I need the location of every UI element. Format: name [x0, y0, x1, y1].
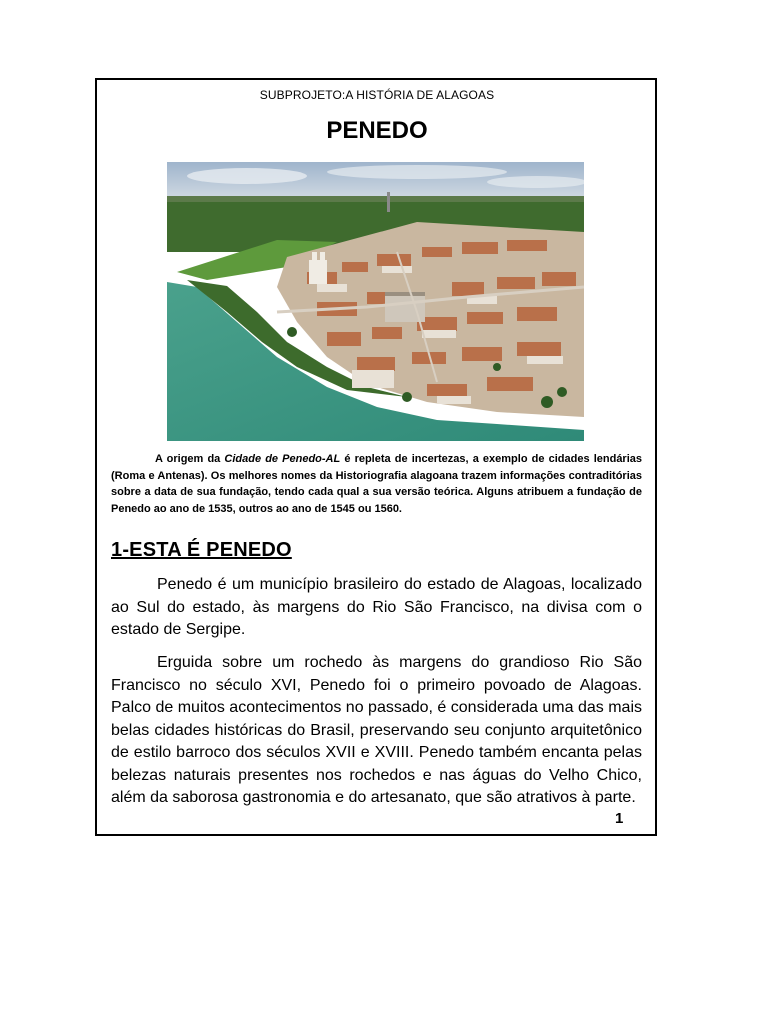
intro-paragraph	[111, 451, 642, 517]
city-aerial-photo	[167, 162, 584, 441]
subproject-label: SUBPROJETO:A HISTÓRIA DE ALAGOAS	[259, 88, 495, 102]
body-paragraph-2: Erguida sobre um rochedo às margens do grandioso Rio São Francisco no século XVI, Penedo foi o primeiro povoado de Alagoas. Palco de muitos acontecimentos no passado, é considerada uma das mais belas cidades históricas do Brasil, preservando seu conjunto arquitetônico de estilo barroco dos séculos XVII e XVIII. Penedo também encanta pelas belezas naturais presentes nos rochedos e nas águas do Velho Chico, além da saborosa gastronomia e do artesanato, que são atrativos à parte.	[111, 654, 642, 806]
church	[309, 260, 327, 284]
page-frame	[95, 78, 657, 836]
body-paragraph-1: Penedo é um município brasileiro do estado de Alagoas, localizado ao Sul do estado, às margens do Rio São Francisco, na divisa com o estado de Sergipe.	[111, 576, 642, 638]
intro-city-name: Cidade de Penedo-AL	[224, 453, 341, 465]
section-heading: 1-ESTA É PENEDO	[111, 539, 292, 561]
intro-text-start: A origem da	[155, 453, 225, 465]
page-number: 1	[615, 810, 624, 827]
page-title: PENEDO	[326, 117, 428, 144]
intro-text-end: é repleta de incertezas, a exemplo de cidades lendárias (Roma e Antenas). Os melhores nomes da Historiografia alagoana trazem informações contraditórias sobre a data de sua fundação, tendo cada qual a sua versão teórica. Alguns atribuem a fundação de Penedo ao ano de 1535, outros ao ano de 1545 ou 1560.	[111, 453, 643, 515]
